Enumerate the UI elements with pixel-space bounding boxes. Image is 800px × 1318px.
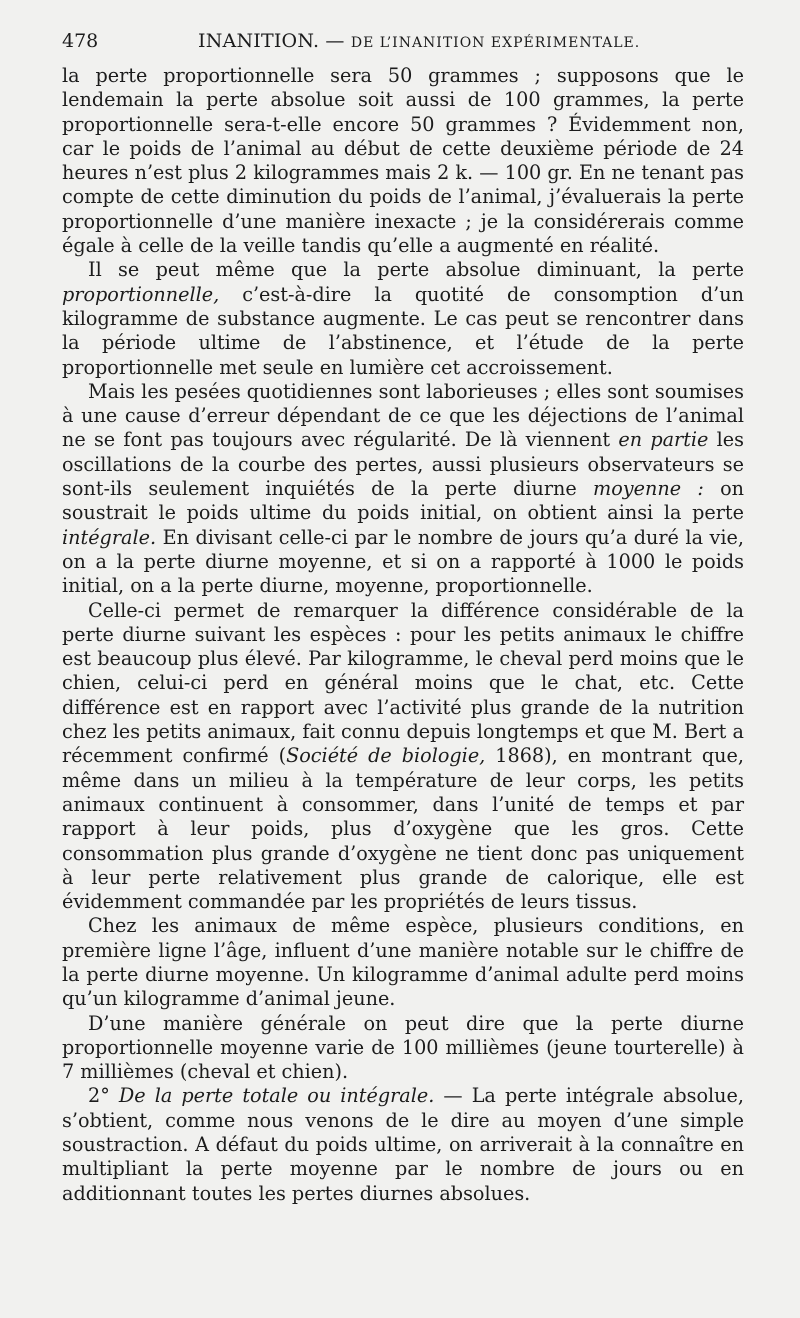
paragraph-text: 2° [88,1084,119,1108]
paragraph-4 [62,599,744,915]
paragraph-text: Il se peut même que la perte absolue diminuant, la perte [88,258,744,282]
italic-text: De la perte totale ou intégrale. [118,1084,435,1108]
paragraph-7 [62,1084,744,1205]
paragraph-text: Mais les pesées quotidiennes sont laborieuses ; elles sont soumises à une cause d’erreur dépendant de ce que les déjections de l’animal ne se font pas toujours avec régularité. De là viennent [62,379,744,452]
page-body [62,64,744,1206]
paragraph-text: c’est-à-dire la quotité de consomption d’un kilogramme de substance augmente. Le cas peut se rencontrer dans la période ultime de l’abstinence, et l’étude de la perte proportionnelle met seule en lumière cet accroissement. [62,282,744,379]
title-main: INANITION. [198,30,320,52]
italic-text: proportionnelle, [62,282,220,306]
italic-text: moyenne : [593,477,704,501]
paragraph-text: les oscillations de la courbe des pertes, aussi plusieurs observateurs se sont-ils seulement inquiétés de la perte diurne [62,428,744,501]
italic-text: en partie [618,428,709,452]
running-title [198,30,640,52]
italic-text: Société de biologie, [286,744,486,768]
paragraph-text: Celle-ci permet de remarquer la différence considérable de la perte diurne suivant les espèces : pour les petits animaux le chiffre est beaucoup plus élevé. Par kilogramme, le cheval perd moins que le chien, celui-ci perd en général moins que le chat, etc. Cette différence est en rapport avec l’activité plus grande de la nutrition chez les petits animaux, fait connu depuis longtemps et que M. Bert a récemment confirmé ( [62,598,744,768]
page-number: 478 [62,30,99,52]
paragraph-text: on soustrait le poids ultime du poids initial, on obtient ainsi la perte [62,477,744,525]
paragraph-text: D’une manière générale on peut dire que la perte diurne proportionnelle moyenne varie de 100 millièmes (jeune tourterelle) à 7 millièmes (cheval et chien). [62,1011,744,1084]
running-header [62,30,744,60]
paragraph-text: 1868), en montrant que, même dans un milieu à la température de leur corps, les petits animaux continuent à consommer, dans l’unité de temps et par rapport à leur poids, plus d’oxygène que les gros. Cette consommation plus grande d’oxygène ne tient donc pas uniquement à leur perte relativement plus grande de calorique, elle est évidemment commandée par les propriétés de leurs tissus. [62,744,744,914]
paragraph-6 [62,1012,744,1085]
paragraph-text: la perte proportionnelle sera 50 grammes ; supposons que le lendemain la perte absolue soit aussi de 100 grammes, la perte proportionnelle sera-t-elle encore 50 grammes ? Évidemment non, car le poids de l’animal au début de cette deuxième période de 24 heures n’est plus 2 kilogrammes mais 2 k. — 100 gr. En ne tenant pas compte de cette diminution du poids de l’animal, j’évaluerais la perte proportionnelle d’une manière inexacte ; je la considérerais comme égale à celle de la veille tandis qu’elle a augmenté en réalité. [62,64,744,258]
italic-text: intégrale. [62,525,157,549]
paragraph-2 [62,258,744,379]
paragraph-text: Chez les animaux de même espèce, plusieurs conditions, en première ligne l’âge, influent d’une manière notable sur le chiffre de la perte diurne moyenne. Un kilogramme d’animal adulte perd moins qu’un kilogramme d’animal jeune. [62,914,744,1011]
paragraph-3 [62,380,744,599]
paragraph-text: — La perte intégrale absolue, s’obtient, comme nous venons de le dire au moyen d’une simple soustraction. A défaut du poids ultime, on arriverait à la connaître en multipliant la perte moyenne par le nombre de jours ou en additionnant toutes les pertes diurnes absolues. [62,1084,744,1205]
paragraph-text: En divisant celle-ci par le nombre de jours qu’a duré la vie, on a la perte diurne moyenne, et si on a rapporté à 1000 le poids initial, on a la perte diurne, moyenne, proportionnelle. [62,525,744,598]
title-sub: DE L’INANITION EXPÉRIMENTALE. [350,35,641,51]
paragraph-1 [62,64,744,258]
title-separator: — [319,30,351,52]
paragraph-5 [62,914,744,1011]
